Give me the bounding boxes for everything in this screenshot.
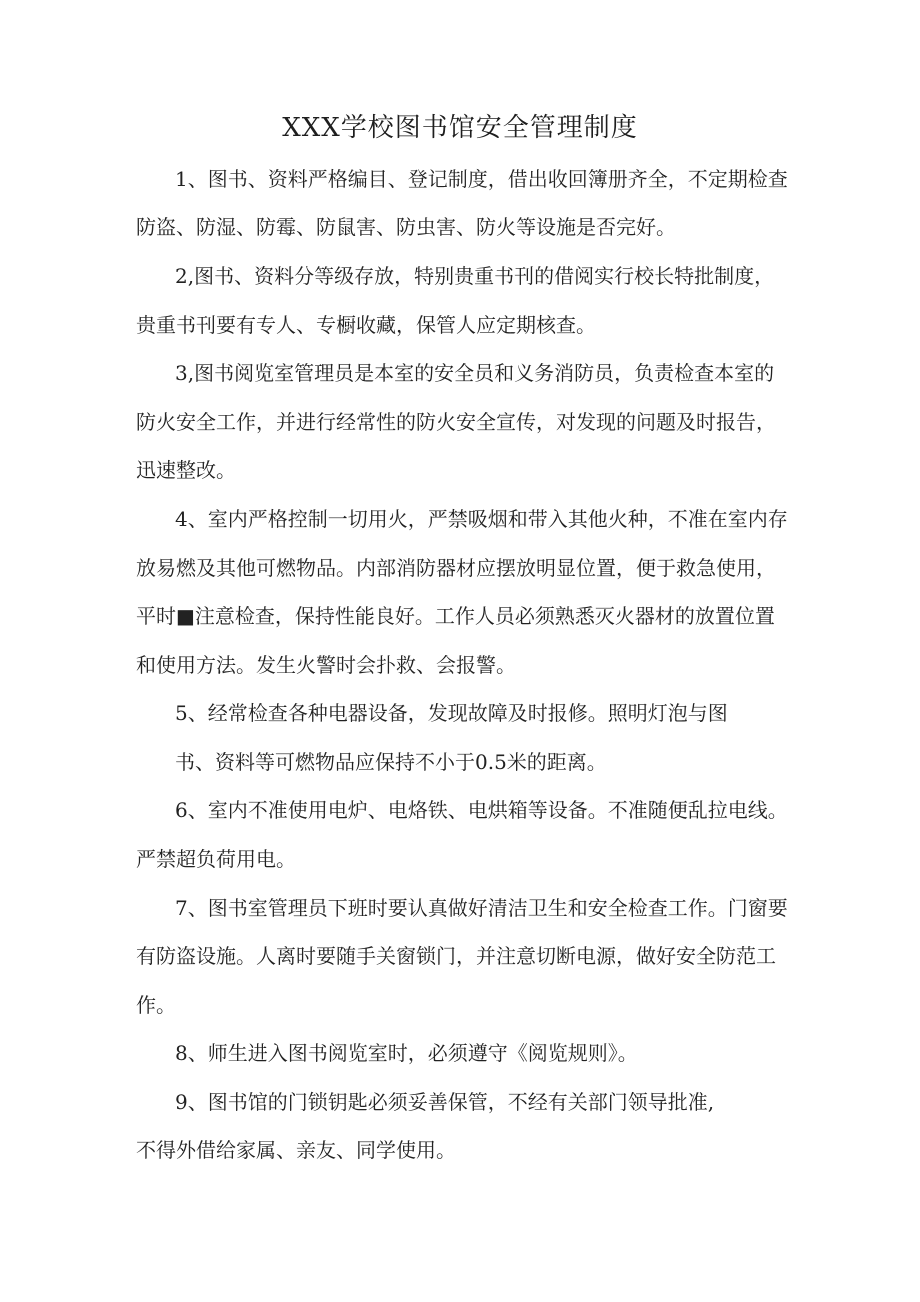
text-line: 严禁超负荷用电。 (136, 847, 296, 871)
text-line: 和使用方法。发生火警时会扑救、会报警。 (136, 653, 516, 677)
text-line: 8、师生进入图书阅览室时，必须遵守《阅览规则》。 (175, 1041, 638, 1065)
text-line: 1、图书、资料严格编目、登记制度，借出收回簿册齐全，不定期检查 (175, 167, 788, 191)
text-line: 书、资料等可燃物品应保持不小于0.5米的距离。 (175, 750, 607, 774)
text-line: 6、室内不准使用电炉、电烙铁、电烘箱等设备。不准随便乱拉电线。 (175, 798, 788, 822)
text-line: 4、室内严格控制一切用火，严禁吸烟和带入其他火种，不准在室内存 (175, 507, 788, 531)
text-line: 迅速整改。 (136, 458, 236, 482)
text-line: 3,图书阅览室管理员是本室的安全员和义务消防员，负责检查本室的 (175, 361, 775, 385)
text-line: 5、经常检查各种电器设备，发现故障及时报修。照明灯泡与图 (175, 701, 728, 725)
text-line: 防火安全工作，并进行经常性的防火安全宣传，对发现的问题及时报告， (136, 410, 776, 434)
text-line: 贵重书刊要有专人、专橱收藏，保管人应定期核查。 (136, 313, 596, 337)
text-line: 9、图书馆的门锁钥匙必须妥善保管，不经有关部门领导批准, (175, 1090, 715, 1114)
text-line: 不得外借给家属、亲友、同学使用。 (136, 1138, 456, 1162)
text-line: 2,图书、资料分等级存放，特别贵重书刊的借阅实行校长特批制度， (175, 264, 775, 288)
text-line: 作。 (136, 993, 176, 1017)
text-line: 7、图书室管理员下班时要认真做好清洁卫生和安全检查工作。门窗要 (175, 896, 788, 920)
text-line: 平时■注意检查，保持性能良好。工作人员必须熟悉灭火器材的放置位置 (136, 604, 775, 628)
text-line: 有防盗设施。人离时要随手关窗锁门，并注意切断电源，做好安全防范工 (136, 944, 776, 968)
text-line: 放易燃及其他可燃物品。内部消防器材应摆放明显位置，便于救急使用， (136, 556, 776, 580)
document-title: XXX学校图书馆安全管理制度 (282, 113, 638, 143)
text-line: 防盗、防湿、防霉、防鼠害、防虫害、防火等设施是否完好。 (136, 215, 676, 239)
